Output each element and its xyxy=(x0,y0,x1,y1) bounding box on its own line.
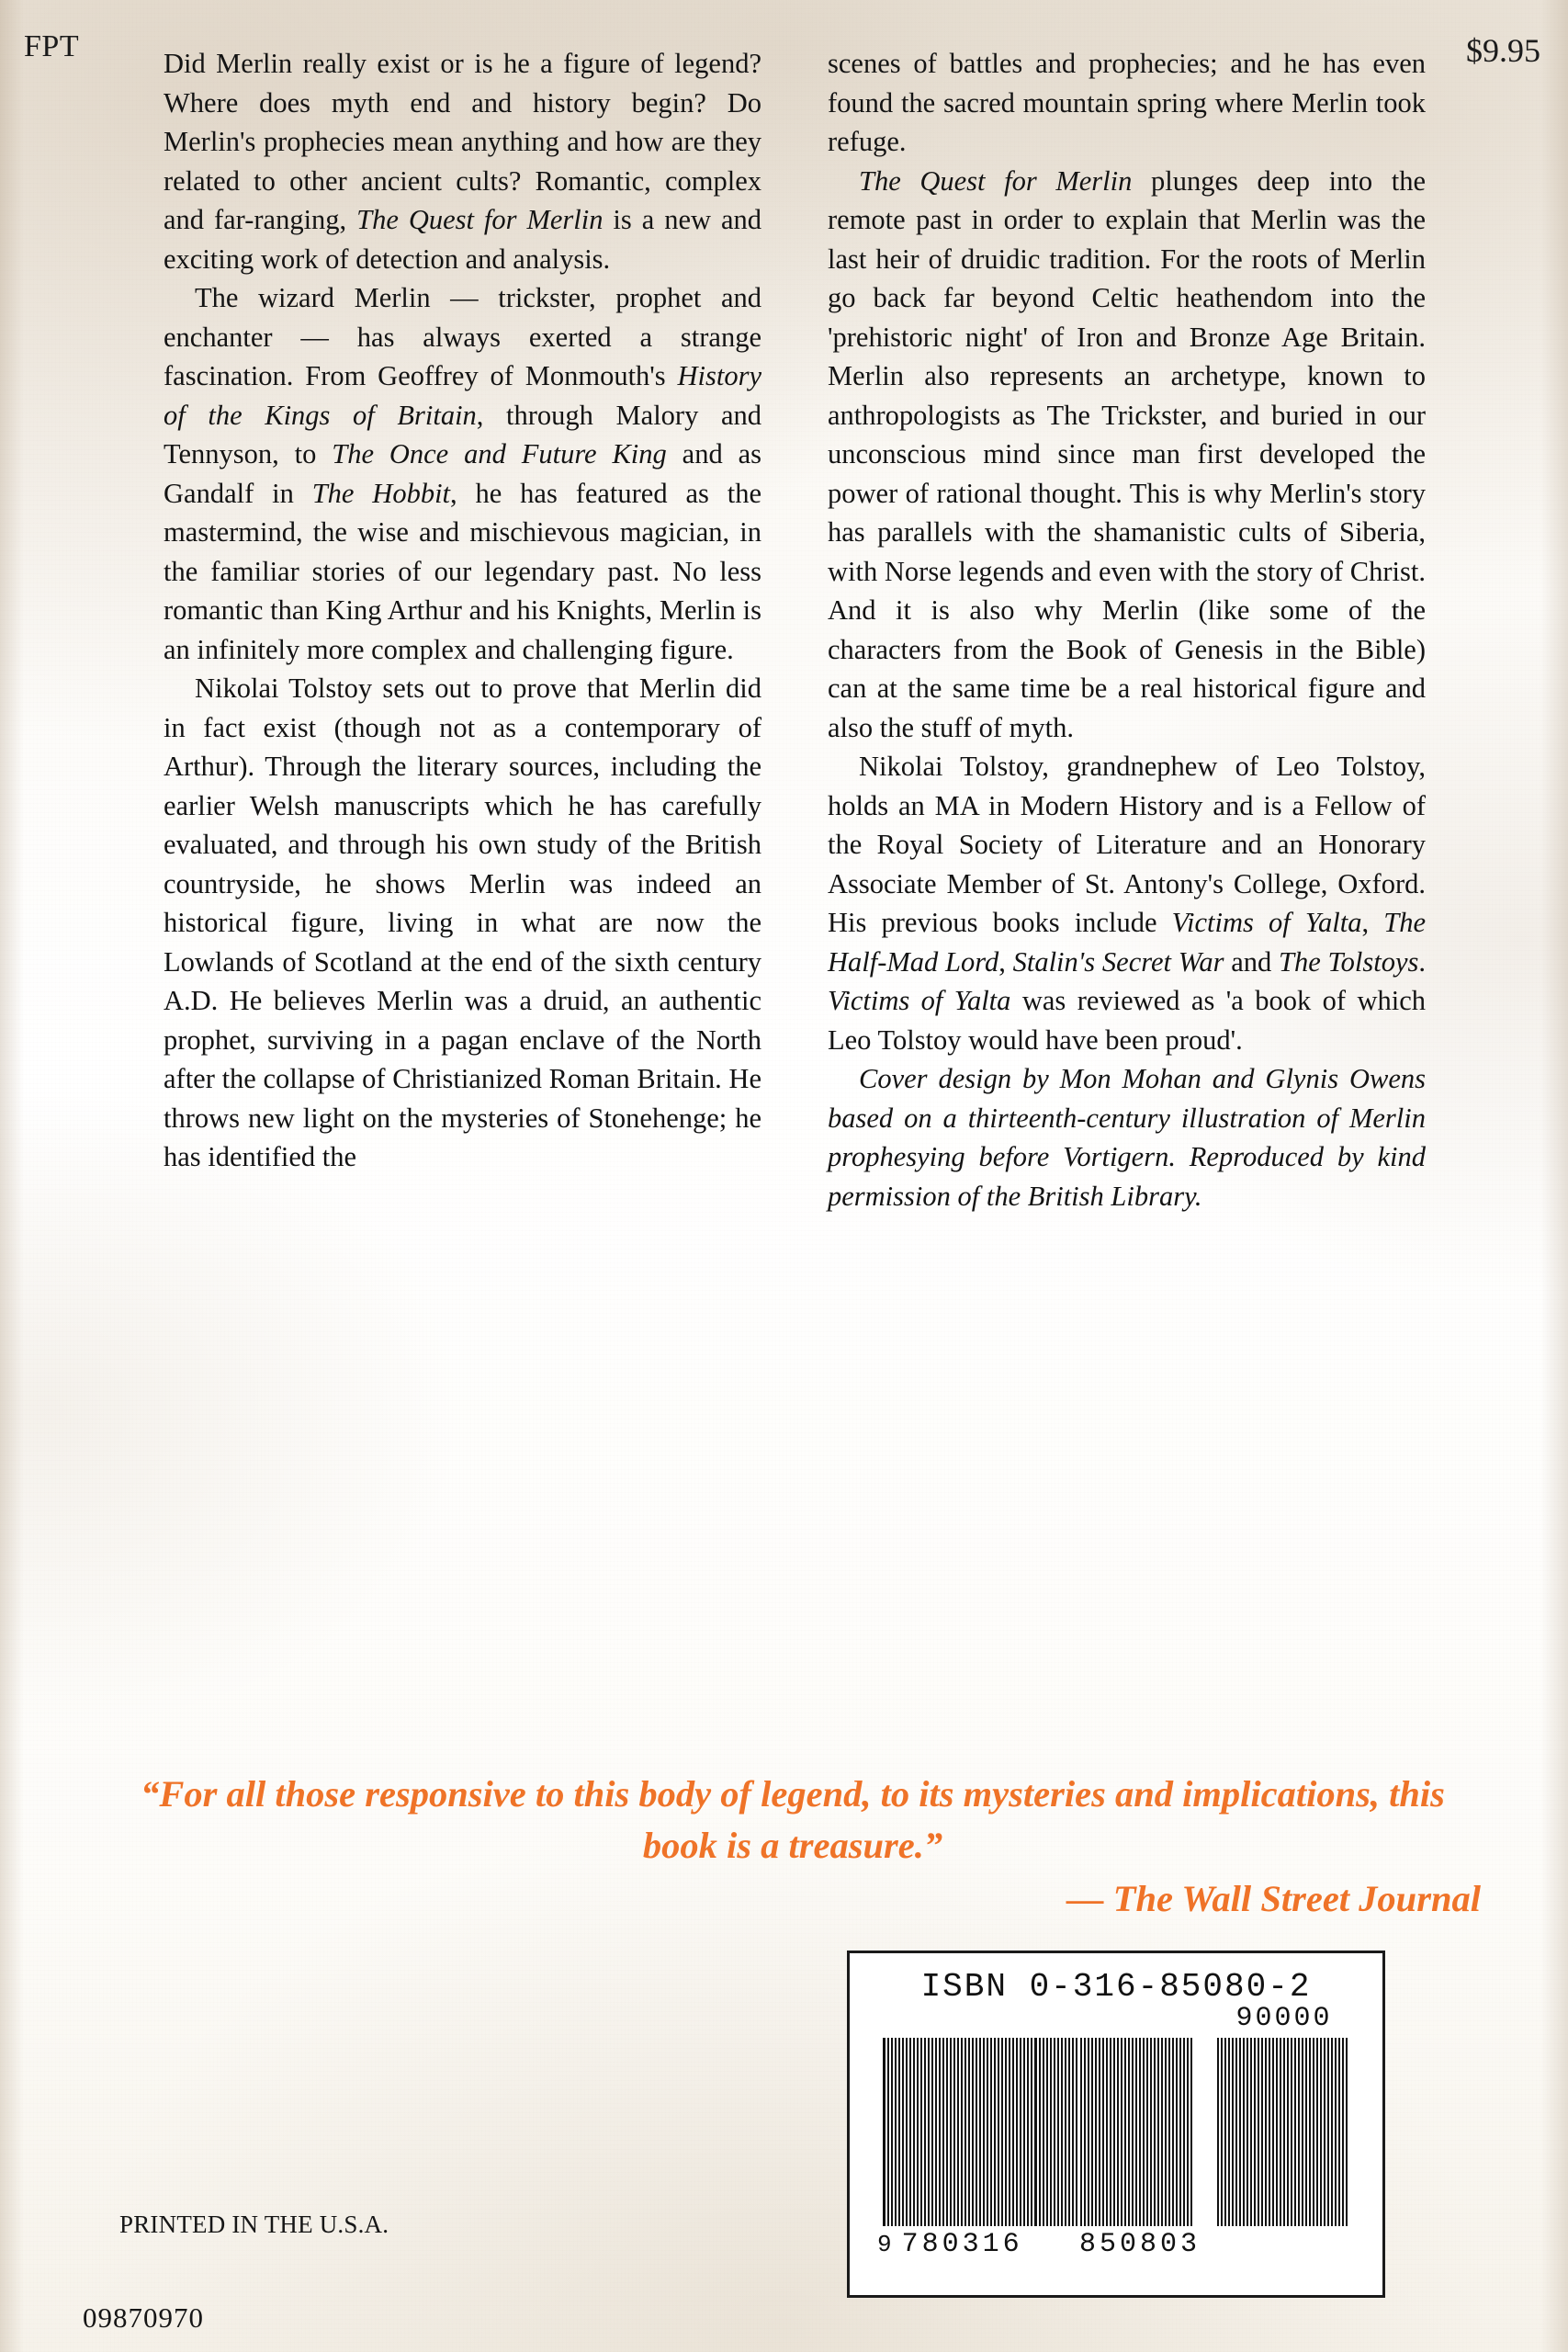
blurb-paragraph: scenes of battles and prophecies; and he has even found the sacred mountain spring where Merlin took refuge. xyxy=(828,48,1426,157)
barcode-block xyxy=(847,1951,1385,2298)
barcode-addon-digits: 90000 xyxy=(1235,2003,1333,2034)
barcode-ean-digits xyxy=(877,2229,1201,2260)
barcode-digit-group-2: 850803 xyxy=(1078,2229,1201,2260)
catalog-code: 09870970 xyxy=(83,2301,204,2334)
pull-quote-attribution: — The Wall Street Journal xyxy=(1066,1878,1481,1919)
barcode-bars-ean13 xyxy=(883,2038,1195,2226)
isbn-label: ISBN 0-316-85080-2 xyxy=(920,1968,1312,2006)
blurb-paragraph: Did Merlin really exist or is he a figure of legend? Where does myth end and history begin? Do Merlin's prophecies mean anything and how are they related to other ancient cults? Romantic, complex and far-ranging, The Quest for Merlin is a new and exciting work of detection and analysis. xyxy=(164,48,762,275)
blurb-paragraph: Nikolai Tolstoy sets out to prove that Merlin did in fact exist (though not as a contemporary of Arthur). Through the literary sources, including the earlier Welsh manuscripts which he has carefully evaluated, and through his own study of the British countryside, he shows Merlin was indeed an historical figure, living in what are now the Lowlands of Scotland at the end of the sixth century A.D. He believes Merlin was a druid, an authentic prophet, surviving in a pagan enclave of the North after the collapse of Christianized Roman Britain. He throws new light on the mysteries of Stonehenge; he has identified the xyxy=(164,673,761,1172)
barcode-digit-group-1: 780316 xyxy=(901,2229,1023,2260)
blurb-paragraph: The wizard Merlin — trickster, prophet and enchanter — has always exerted a strange fascination. From Geoffrey of Monmouth's History of the Kings of Britain, through Malory and Tennyson, to The Once and Future King and as Gandalf in The Hobbit, he has featured as the mastermind, the wise and mischievous magician, in the familiar stories of our legendary past. No less romantic than King Arthur and his Knights, Merlin is an infinitely more complex and challenging figure. xyxy=(164,282,761,665)
pull-quote xyxy=(99,1769,1486,1925)
right-edge-shadow xyxy=(1540,0,1568,2352)
cover-design-credit: Cover design by Mon Mohan and Glynis Owens based on a thirteenth-century illustration of Merlin prophesying before Vortigern. Reproduced by kind permission of the British Library. xyxy=(828,1063,1426,1212)
pull-quote-text: “For all those responsive to this body of legend, to its mysteries and implications, this book is a treasure.” xyxy=(141,1773,1445,1866)
blurb-left-column xyxy=(164,44,761,1216)
price-label: $9.95 xyxy=(1466,32,1540,69)
blurb-paragraph: Nikolai Tolstoy, grandnephew of Leo Tolstoy, holds an MA in Modern History and is a Fellow of the Royal Society of Literature and an Honorary Associate Member of St. Antony's College, Oxford. His previous books include Victims of Yalta, The Half-Mad Lord, Stalin's Secret War and The Tolstoys. Victims of Yalta was reviewed as 'a book of which Leo Tolstoy would have been proud'. xyxy=(828,751,1427,1056)
barcode-lead-digit: 9 xyxy=(877,2231,893,2258)
left-edge-shadow xyxy=(0,0,24,2352)
blurb-right-column xyxy=(828,44,1426,1216)
printed-in-label: PRINTED IN THE U.S.A. xyxy=(119,2211,389,2238)
blurb-columns xyxy=(164,44,1426,1216)
fpt-label: FPT xyxy=(24,29,80,63)
blurb-paragraph: The Quest for Merlin plunges deep into the remote past in order to explain that Merlin was the last heir of druidic tradition. For the roots of Merlin go back far beyond Celtic heathendom into the 'prehistoric night' of Iron and Bronze Age Britain. Merlin also represents an archetype, known to anthropologists as The Trickster, and buried in our unconscious mind since man first developed the power of rational thought. This is why Merlin's story has parallels with the shamanistic cults of Siberia, with Norse legends and even with the story of Christ. And it is also why Merlin (like some of the characters from the Book of Genesis in the Bible) can at the same time be a real historical figure and also the stuff of myth. xyxy=(828,164,1427,743)
barcode-bars-addon xyxy=(1217,2038,1350,2226)
